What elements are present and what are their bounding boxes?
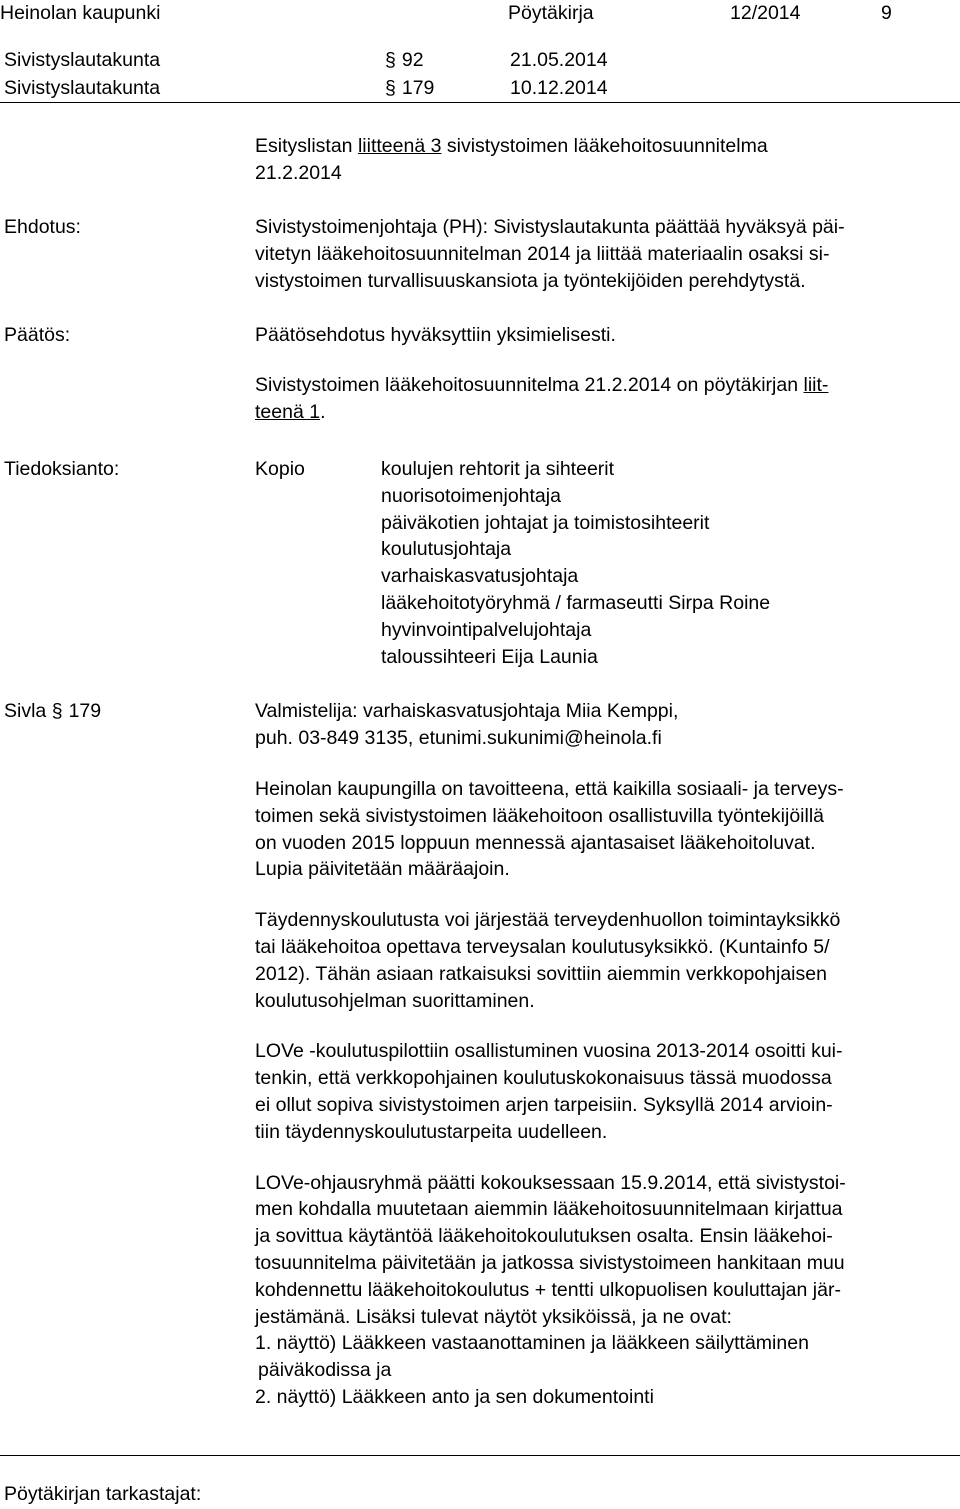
header-doc-type: Pöytäkirja	[508, 2, 594, 24]
attachment-note-prefix: Esityslistan	[255, 135, 353, 157]
paragraph-line: ei ollut sopiva sivistystoimen arjen tarpeisiin. Syksyllä 2014 arvioin-	[255, 1093, 833, 1116]
meeting-body-1: Sivistyslautakunta	[4, 49, 161, 71]
distribution-recipients	[381, 456, 770, 670]
section-sign-icon: §	[385, 49, 396, 71]
header-divider	[0, 102, 960, 103]
paragraph-line: jestämänä. Lisäksi tulevat näytöt yksiköissä, ja ne ovat:	[255, 1305, 732, 1328]
recipient: nuorisotoimenjohtaja	[381, 484, 561, 507]
meeting-number-1: 92	[401, 49, 424, 71]
decision-attachment-link[interactable]: liit-	[803, 374, 829, 396]
distribution-label: Tiedoksianto:	[4, 458, 120, 480]
section-sign-icon: §	[51, 700, 63, 722]
header-doc-number: 12/2014	[730, 2, 801, 24]
proposal-line-1: Sivistystoimenjohtaja (PH): Sivistyslautakunta päättää hyväksyä päi-	[255, 216, 845, 238]
meeting-body-2: Sivistyslautakunta	[4, 77, 161, 99]
paragraph-line: tosuunnitelma päivitetään ja jatkossa sivistystoimeen hankitaan muu	[255, 1251, 845, 1274]
meeting-section-1	[385, 47, 424, 73]
section-sign-icon: §	[385, 77, 396, 99]
paragraph-line: 1. näyttö) Lääkkeen vastaanottaminen ja lääkkeen säilyttäminen	[255, 1332, 809, 1355]
decision-attachment-line-2	[255, 399, 325, 425]
decision-attachment-line-1	[255, 372, 828, 398]
attachment-note-date: 21.2.2014	[255, 162, 342, 184]
header-city: Heinolan kaupunki	[0, 2, 161, 24]
paragraph	[255, 1170, 955, 1411]
paragraph-line: kohdennettu lääkehoitokoulutus + tentti ulkopuolisen kouluttajan jär-	[255, 1278, 841, 1301]
paragraph-line: Heinolan kaupungilla on tavoitteena, että kaikilla sosiaali- ja terveys-	[255, 778, 844, 800]
meeting-date-2: 10.12.2014	[510, 77, 608, 99]
recipient: koulutusjohtaja	[381, 538, 512, 561]
paragraph-line: LOVe-ohjausryhmä päätti kokouksessaan 15.9.2014, että sivistystoi-	[255, 1171, 846, 1194]
recipient: taloussihteeri Eija Launia	[381, 645, 598, 668]
attachment-note	[255, 133, 768, 159]
decision-label: Päätös:	[4, 324, 71, 346]
preparer-line-1: Valmistelija: varhaiskasvatusjohtaja Miia Kemppi,	[255, 700, 679, 722]
paragraph-line: ja sovittua käytäntöä lääkehoitokoulutuksen osalta. Ensin lääkehoi-	[255, 1225, 833, 1248]
item-number: 179	[68, 700, 102, 722]
paragraph	[255, 776, 955, 883]
decision-attachment-prefix: Sivistystoimen lääkehoitosuunnitelma 21.2.2014 on pöytäkirjan	[255, 374, 799, 396]
footer-label: Pöytäkirjan tarkastajat:	[4, 1483, 202, 1505]
decision-attachment-link-cont[interactable]: teenä 1	[255, 401, 321, 423]
paragraph-line: päiväkodissa ja	[258, 1359, 392, 1382]
attachment-note-link[interactable]: liitteenä 3	[357, 135, 442, 157]
paragraph-line: tai lääkehoitoa opettava terveysalan koulutusyksikkö. (Kuntainfo 5/	[255, 935, 830, 958]
recipient: lääkehoitotyöryhmä / farmaseutti Sirpa Roine	[381, 591, 771, 614]
paragraph-line: tenkin, että verkkopohjainen koulutuskokonaisuus tässä muodossa	[255, 1067, 832, 1090]
decision-attachment-suffix: .	[320, 401, 326, 423]
item-reference	[4, 698, 101, 724]
paragraph-line: LOVe -koulutuspilottiin osallistuminen vuosina 2013-2014 osoitti kui-	[255, 1040, 843, 1063]
paragraph-line: on vuoden 2015 loppuun mennessä ajantasaiset lääkehoitoluvat.	[255, 831, 816, 854]
recipient: hyvinvointipalvelujohtaja	[381, 618, 592, 641]
paragraph-line: 2. näyttö) Lääkkeen anto ja sen dokumentointi	[255, 1385, 654, 1408]
distribution-type: Kopio	[255, 458, 305, 480]
meeting-number-2: 179	[401, 77, 435, 99]
recipient: varhaiskasvatusjohtaja	[381, 565, 579, 588]
proposal-line-3: vistystoimen turvallisuuskansiota ja työntekijöiden perehdytystä.	[255, 270, 806, 292]
footer-divider	[0, 1455, 960, 1456]
paragraph	[255, 1038, 955, 1145]
attachment-note-suffix: sivistystoimen lääkehoitosuunnitelma	[446, 135, 768, 157]
paragraph	[255, 907, 955, 1014]
paragraph-line: koulutusohjelman suorittaminen.	[255, 989, 535, 1012]
item-body-label: Sivla	[4, 700, 47, 722]
recipient: koulujen rehtorit ja sihteerit	[381, 458, 615, 480]
item-body	[255, 776, 955, 1435]
proposal-line-2: vitetyn lääkehoitosuunnitelman 2014 ja liittää materiaalin osaksi si-	[255, 243, 830, 265]
paragraph-line: Lupia päivitetään määräajoin.	[255, 858, 510, 881]
paragraph-line: men kohdalla muutetaan aiemmin lääkehoitosuunnitelmaan kirjattua	[255, 1198, 843, 1221]
paragraph-line: Täydennyskoulutusta voi järjestää terveydenhuollon toimintayksikkö	[255, 909, 841, 932]
header-page-number: 9	[881, 2, 892, 24]
decision-text: Päätösehdotus hyväksyttiin yksimielisesti.	[255, 324, 616, 346]
preparer-line-2: puh. 03-849 3135, etunimi.sukunimi@heinola.fi	[255, 727, 662, 749]
paragraph-line: toimen sekä sivistystoimen lääkehoitoon osallistuvilla työntekijöillä	[255, 804, 825, 827]
recipient: päiväkotien johtajat ja toimistosihteerit	[381, 511, 710, 534]
meeting-section-2	[385, 75, 434, 101]
meeting-date-1: 21.05.2014	[510, 49, 608, 71]
proposal-label: Ehdotus:	[4, 216, 81, 238]
paragraph-line: 2012). Tähän asiaan ratkaisuksi sovittiin aiemmin verkkopohjaisen	[255, 962, 827, 985]
paragraph-line: tiin täydennyskoulutustarpeita uudelleen.	[255, 1120, 608, 1143]
